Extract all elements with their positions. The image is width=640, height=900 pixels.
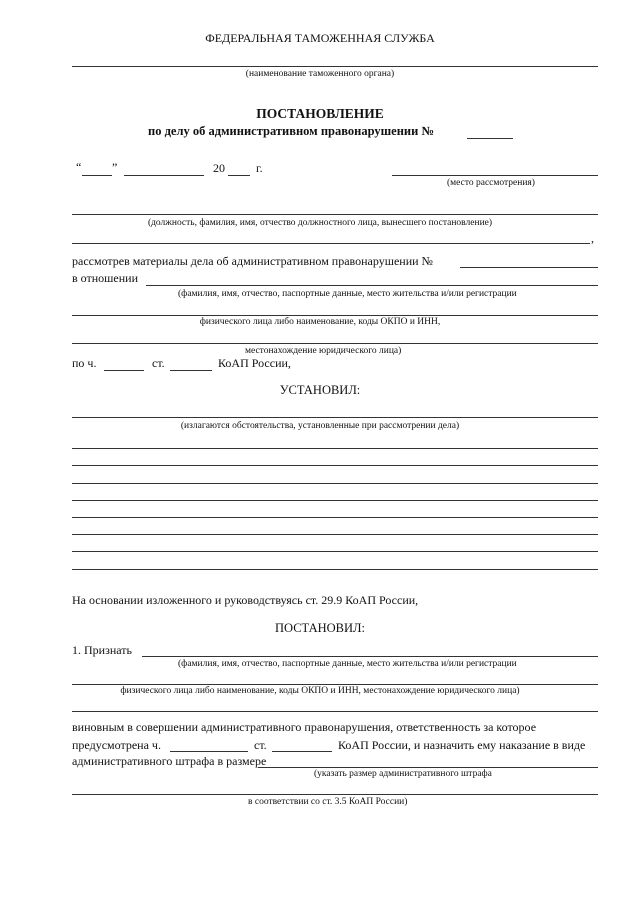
established-line-3[interactable] [72, 465, 598, 466]
item-1-label: 1. Признать [72, 643, 132, 657]
day-field[interactable] [82, 175, 112, 176]
regarding-caption-3: местонахождение юридического лица) [245, 346, 402, 356]
established-line-2[interactable] [72, 448, 598, 449]
regarding-caption-2: физического лица либо наименование, коды ОКПО и ИНН, [199, 317, 441, 327]
date-close-quote: ” [112, 160, 118, 174]
agency-caption: (наименование таможенного органа) [245, 69, 395, 79]
established-line-7[interactable] [72, 534, 598, 535]
guilty-line-3: административного штрафа в размере [72, 754, 267, 768]
official-field-line-2[interactable] [72, 243, 590, 244]
established-heading: УСТАНОВИЛ: [279, 383, 361, 397]
fine-amount-field[interactable] [258, 767, 598, 768]
official-caption: (должность, фамилия, имя, отчество должностного лица, вынесшего постановление) [147, 218, 493, 228]
place-field-line[interactable] [392, 175, 598, 176]
item-1-caption-1: (фамилия, имя, отчество, паспортные данные, место жительства и/или регистрации [178, 659, 517, 669]
part-label: по ч. [72, 356, 97, 370]
established-line-8[interactable] [72, 551, 598, 552]
date-open-quote: “ [76, 160, 82, 174]
regarding-label: в отношении [72, 271, 139, 285]
year-field[interactable] [228, 175, 250, 176]
item-1-field-line-3[interactable] [72, 711, 598, 712]
established-line-1[interactable] [72, 417, 598, 418]
guilty-article-field[interactable] [272, 751, 332, 752]
review-text: рассмотрев материалы дела об административном правонарушении № [72, 254, 433, 268]
fine-caption: (указать размер административного штрафа [314, 769, 492, 779]
established-line-5[interactable] [72, 500, 598, 501]
place-caption: (место рассмотрения) [447, 178, 535, 188]
official-comma: , [591, 231, 594, 245]
agency-name: ФЕДЕРАЛЬНАЯ ТАМОЖЕННАЯ СЛУЖБА [205, 31, 435, 45]
guilty-line-2c: КоАП России, и назначить ему наказание в виде [338, 738, 586, 752]
regarding-field-line[interactable] [146, 285, 598, 286]
month-field[interactable] [124, 175, 204, 176]
part-field[interactable] [104, 370, 144, 371]
item-1-field-line[interactable] [142, 656, 598, 657]
official-field-line[interactable] [72, 214, 598, 215]
basis-text: На основании изложенного и руководствуясь ст. 29.9 КоАП России, [72, 593, 419, 607]
koap-label: КоАП России, [218, 356, 291, 370]
case-number-field[interactable] [467, 138, 513, 139]
article-field[interactable] [170, 370, 212, 371]
review-case-number-field[interactable] [460, 267, 598, 268]
document-subtitle: по делу об административном правонарушении № [148, 124, 435, 138]
established-line-4[interactable] [72, 483, 598, 484]
regarding-caption-1: (фамилия, имя, отчество, паспортные данные, место жительства и/или регистрации [178, 289, 517, 299]
fine-field-line-2[interactable] [72, 794, 598, 795]
item-1-caption-2: физического лица либо наименование, коды ОКПО и ИНН, местонахождение юридического лица) [120, 686, 520, 696]
established-line-6[interactable] [72, 517, 598, 518]
article-label: ст. [152, 356, 165, 370]
established-line-9[interactable] [72, 569, 598, 570]
guilty-line-2a: предусмотрена ч. [72, 738, 161, 752]
resolved-heading: ПОСТАНОВИЛ: [275, 621, 365, 635]
regarding-field-line-2[interactable] [72, 315, 598, 316]
fine-caption-2: в соответствии со ст. 3.5 КоАП России) [248, 797, 408, 807]
item-1-field-line-2[interactable] [72, 684, 598, 685]
established-caption: (излагаются обстоятельства, установленные при рассмотрении дела) [180, 421, 460, 431]
guilty-line-2b: ст. [254, 738, 267, 752]
year-suffix: г. [256, 161, 263, 175]
guilty-line-1: виновным в совершении административного правонарушения, ответственность за которое [72, 720, 537, 734]
guilty-part-field[interactable] [170, 751, 248, 752]
agency-field-line[interactable] [72, 66, 598, 67]
year-prefix: 20 [213, 161, 225, 175]
regarding-field-line-3[interactable] [72, 343, 598, 344]
document-title: ПОСТАНОВЛЕНИЕ [256, 106, 384, 121]
